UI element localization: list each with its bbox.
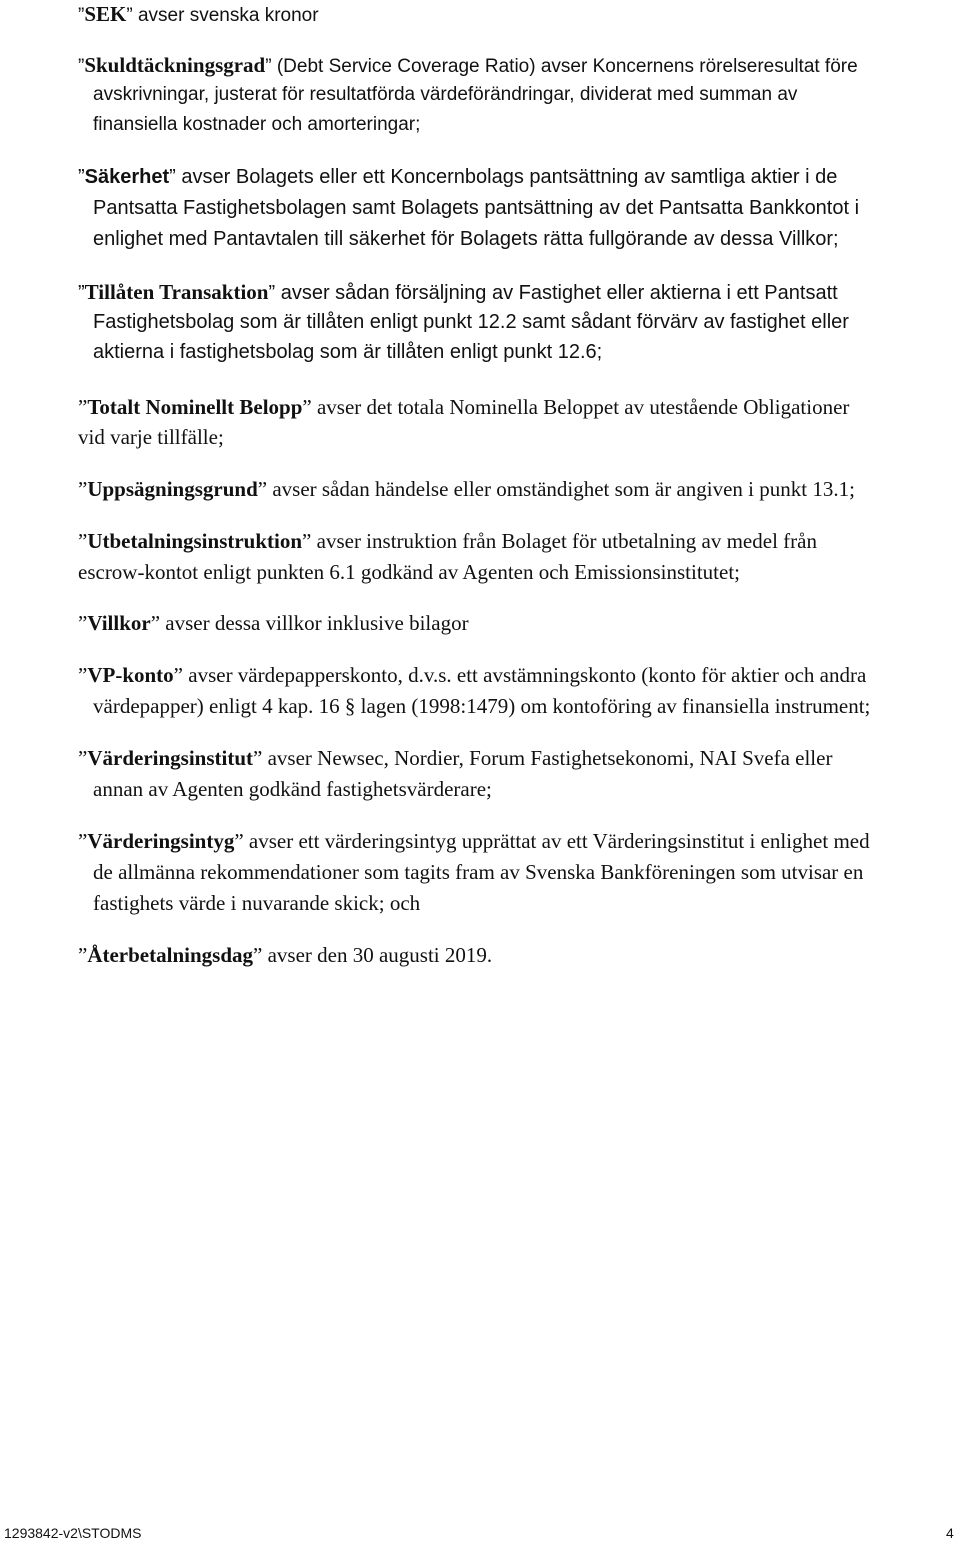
definition-text: Pantsatta Fastighetsbolagen samt Bolagets pantsättning av det Pantsatta Bankkontot i — [93, 197, 860, 219]
quote-open: ” — [78, 611, 88, 635]
footer-doc-ref: 1293842-v2\STODMS — [4, 1525, 142, 1541]
quote-open: ” — [78, 166, 85, 188]
definition-text: värdepapper) enligt 4 kap. 16 § lagen (1998:1479) om kontoföring av finansiella instrument; — [93, 694, 871, 718]
definition-text: avser svenska kronor — [137, 5, 319, 26]
definition-text: aktierna i fastighetsbolag som är tillåten enligt punkt 12.6; — [93, 341, 603, 363]
definition-term: VP-konto — [87, 663, 174, 687]
definition-text: avser ett värderingsintyg upprättat av ett Värderingsinstitut i enlighet med — [248, 829, 870, 853]
definition-text: de allmänna rekommendationer som tagits fram av Svenska Bankföreningen som utvisar en — [93, 860, 864, 884]
definition-text: avser värdepapperskonto, d.v.s. ett avstämningskonto (konto för aktier och andra — [188, 663, 867, 687]
definition-term: Värderingsinstitut — [87, 746, 254, 770]
quote-open: ” — [78, 746, 88, 770]
definition-text: avskrivningar, justerat för resultatförda värdeförändringar, dividerat med summan av — [93, 84, 798, 105]
quote-close: ” — [150, 611, 161, 635]
definition-text: fastighets värde i nuvarande skick; och — [93, 891, 421, 915]
quote-open: ” — [78, 829, 88, 853]
quote-open: ” — [78, 5, 85, 26]
quote-close: ” — [265, 56, 272, 77]
definition-text: avser sådan händelse eller omständighet som är angiven i punkt 13.1; — [272, 477, 855, 501]
definition-term: Villkor — [87, 611, 151, 635]
definition-term: Skuldtäckningsgrad — [84, 53, 266, 77]
quote-close: ” — [302, 529, 312, 553]
quote-close: ” — [169, 166, 176, 188]
definition-text: Fastighetsbolag som är tillåten enligt punkt 12.2 samt sådant förvärv av fastighet eller — [93, 311, 849, 333]
definition-term: SEK — [84, 2, 127, 26]
definition-text: avser Bolagets eller ett Koncernbolags pantsättning av samtliga aktier i de — [181, 166, 838, 188]
quote-open: ” — [78, 395, 88, 419]
footer-page-number: 4 — [946, 1525, 954, 1541]
definition-text: avser sådan försäljning av Fastighet eller aktierna i ett Pantsatt — [280, 282, 838, 304]
definition-term: Utbetalningsinstruktion — [87, 529, 303, 553]
quote-open: ” — [78, 282, 85, 304]
definition-text: avser instruktion från Bolaget för utbetalning av medel från — [316, 529, 817, 553]
definition-text: enlighet med Pantavtalen till säkerhet för Bolagets rätta fullgörande av dessa Villkor; — [93, 228, 839, 250]
definition-term: Värderingsintyg — [87, 829, 235, 853]
definition-text: vid varje tillfälle; — [78, 425, 224, 449]
quote-close: ” — [257, 477, 268, 501]
quote-close: ” — [302, 395, 312, 419]
definition-text: avser Newsec, Nordier, Forum Fastighetsekonomi, NAI Svefa eller — [267, 746, 833, 770]
definition-term: Återbetalningsdag — [87, 943, 254, 967]
definition-text: escrow-kontot enligt punkten 6.1 godkänd av Agenten och Emissionsinstitutet; — [78, 560, 740, 584]
quote-close: ” — [234, 829, 244, 853]
quote-open: ” — [78, 477, 88, 501]
quote-close: ” — [268, 282, 276, 304]
quote-open: ” — [78, 56, 85, 77]
quote-close: ” — [173, 663, 183, 687]
definition-text: (Debt Service Coverage Ratio) avser Koncernens rörelseresultat före — [276, 56, 858, 77]
definition-text: avser det totala Nominella Beloppet av utestående Obligationer — [316, 395, 850, 419]
quote-close: ” — [126, 5, 133, 26]
quote-open: ” — [78, 663, 88, 687]
quote-open: ” — [78, 529, 88, 553]
quote-open: ” — [78, 943, 88, 967]
definition-term: Tillåten Transaktion — [84, 280, 269, 304]
definition-text: annan av Agenten godkänd fastighetsvärderare; — [93, 777, 492, 801]
definition-text: finansiella kostnader och amorteringar; — [93, 114, 421, 135]
definition-term: Säkerhet — [84, 166, 170, 188]
definition-term: Totalt Nominellt Belopp — [87, 395, 303, 419]
definition-text: avser den 30 augusti 2019. — [267, 943, 493, 967]
quote-close: ” — [253, 943, 263, 967]
definition-text: avser dessa villkor inklusive bilagor — [165, 611, 469, 635]
definition-term: Uppsägningsgrund — [87, 477, 258, 501]
quote-close: ” — [253, 746, 263, 770]
